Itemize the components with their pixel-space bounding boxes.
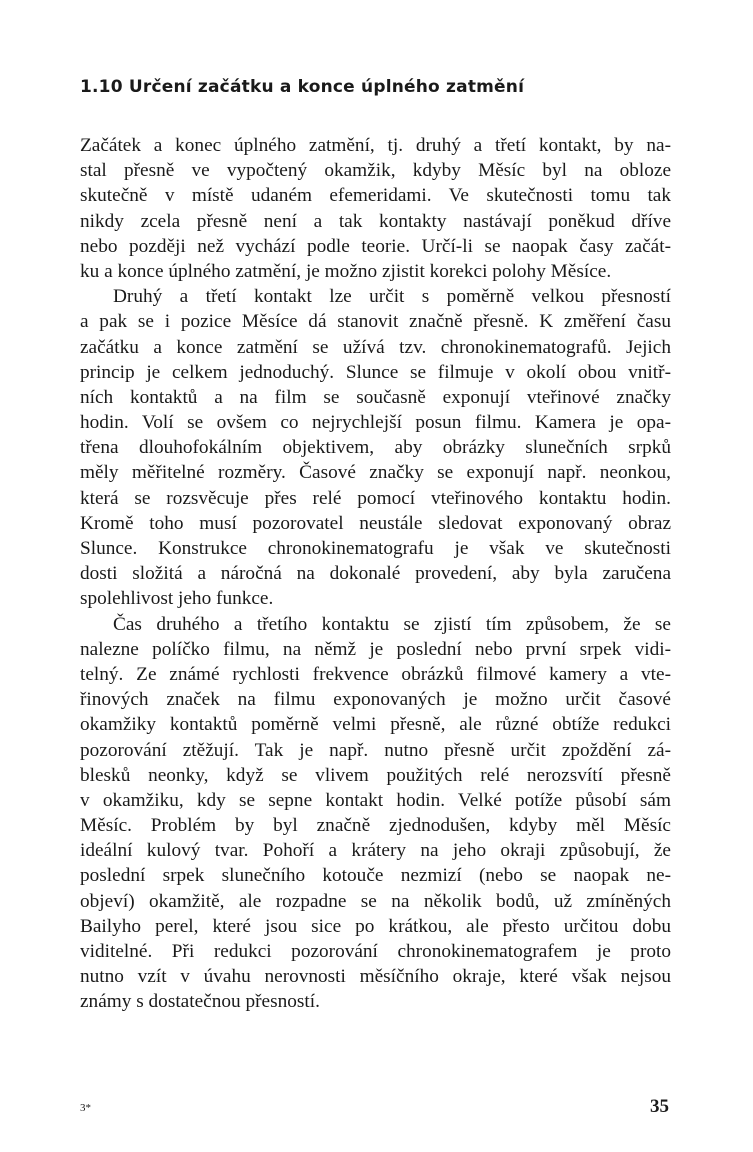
text-line: skutečně v místě udaném efemeridami. Ve skutečnosti tomu tak — [80, 185, 671, 207]
text-line: viditelné. Při redukci pozorování chronokinematografem je proto — [80, 941, 671, 962]
signature-mark: 3* — [80, 1102, 91, 1114]
text-line: ku a konce úplného zatmění, je možno zjistit korekci polohy Měsíce. — [80, 260, 612, 282]
text-line: měly měřitelné rozměry. Časové značky se exponují např. neonkou, — [80, 462, 671, 484]
text-line: a pak se i pozice Měsíce dá stanovit značně přesně. K změření času — [80, 311, 671, 333]
text-line: telný. Ze známé rychlosti frekvence obrázků filmové kamery a vte- — [80, 663, 671, 685]
text-line: Měsíc. Problém by byl značně zjednodušen, kdyby měl Měsíc — [80, 815, 671, 837]
text-line: nutno vzít v úvahu nerovnosti měsíčního okraje, které však nejsou — [80, 966, 671, 988]
text-line: okamžiky kontaktů poměrně velmi přesně, ale různé obtíže redukci — [80, 714, 671, 736]
text-line: začátku a konce zatmění se užívá tzv. chronokinematografů. Jejich — [80, 336, 671, 358]
paragraph — [80, 284, 671, 611]
text-line: nikdy zcela přesně není a tak kontakty nastávají poněkud dříve — [80, 210, 671, 232]
section-heading: 1.10 Určení začátku a konce úplného zatmění — [80, 77, 525, 97]
text-line: známy s dostatečnou přesností. — [80, 991, 320, 1013]
text-line: nalezne políčko filmu, na němž je poslední nebo první srpek vidi- — [80, 638, 671, 660]
text-line: spolehlivost jeho funkce. — [80, 588, 274, 610]
text-line: dosti složitá a náročná na dokonalé provedení, aby byla zaručena — [80, 563, 671, 585]
text-line: blesků neonky, když se vlivem použitých relé nerozsvítí přesně — [80, 764, 671, 786]
text-line: nebo později než vychází podle teorie. Určí-li se naopak časy začát- — [80, 235, 671, 257]
text-line: princip je celkem jednoduchý. Slunce se filmuje v okolí obou vnitř- — [80, 361, 671, 383]
text-line: objeví) okamžitě, ale rozpadne se na několik bodů, už zmíněných — [80, 890, 671, 912]
body-text — [80, 133, 671, 1015]
text-line: stal přesně ve vypočtený okamžik, kdyby Měsíc byl na obloze — [80, 160, 671, 182]
text-line: třena dlouhofokálním objektivem, aby obrázky slunečních srpků — [80, 437, 671, 459]
text-line: poslední srpek slunečního kotouče nezmizí (nebo se naopak ne- — [80, 865, 671, 887]
text-line: Začátek a konec úplného zatmění, tj. druhý a třetí kontakt, by na- — [80, 135, 671, 156]
text-line: pozorování ztěžují. Tak je např. nutno přesně určit zpoždění zá- — [80, 739, 671, 761]
text-line: ideální kulový tvar. Pohoří a krátery na jeho okraji způsobují, že — [80, 840, 671, 862]
paragraph — [80, 133, 671, 284]
text-line: v okamžiku, kdy se sepne kontakt hodin. Velké potíže působí sám — [80, 789, 671, 811]
text-line: hodin. Volí se ovšem co nejrychlejší posun filmu. Kamera je opa- — [80, 412, 671, 434]
text-line: která se rozsvěcuje přes relé pomocí vteřinového kontaktu hodin. — [80, 487, 671, 509]
paragraph — [80, 612, 671, 1015]
text-line: Kromě toho musí pozorovatel neustále sledovat exponovaný obraz — [80, 512, 671, 534]
text-line: Druhý a třetí kontakt lze určit s poměrně velkou přesností — [113, 286, 671, 308]
text-line: Slunce. Konstrukce chronokinematografu je však ve skutečnosti — [80, 538, 671, 559]
text-line: Bailyho perel, které jsou sice po krátkou, ale přesto určitou dobu — [80, 915, 671, 937]
text-line: ních kontaktů a na film se současně exponují vteřinové značky — [80, 386, 671, 408]
text-line: řinových značek na filmu exponovaných je možno určit časové — [80, 689, 671, 711]
text-line: Čas druhého a třetího kontaktu se zjistí tím způsobem, že se — [113, 613, 671, 635]
page-number: 35 — [650, 1096, 669, 1117]
